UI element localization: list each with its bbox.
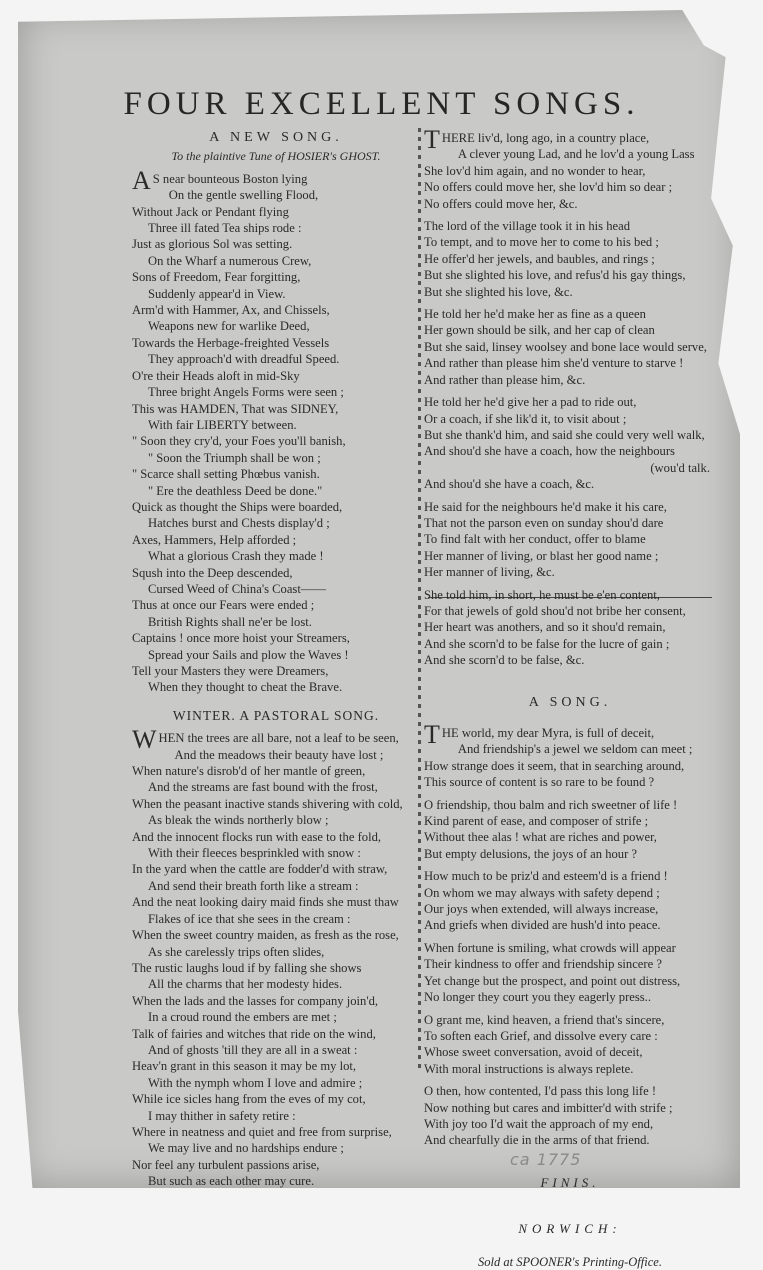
verse-line: " Scarce shall setting Phœbus vanish.	[132, 467, 320, 482]
imprint: Sold at SPOONER's Printing-Office.	[478, 1254, 662, 1269]
verse-line: Without Jack or Pendant flying	[132, 204, 289, 219]
verse-line: Tell your Masters they were Dreamers,	[132, 664, 329, 678]
verse-line: For that jewels of gold shou'd not bribe her consent,	[424, 603, 686, 618]
verse-line: A clever young Lad, and he lov'd a young Lass	[457, 147, 695, 162]
verse-line: And she scorn'd to be false, &c.	[424, 653, 585, 668]
verse-line: Kind parent of ease, and composer of strife ;	[424, 814, 649, 829]
verse-line: Or a coach, if she lik'd it, to visit about ;	[424, 411, 627, 426]
verse-line: But she slighted his love, and refus'd his gay things,	[424, 268, 686, 283]
verse-line: Cursed Weed of China's Coast——	[148, 581, 327, 596]
song1-heading: A NEW SONG.	[209, 130, 343, 145]
song4-body	[424, 720, 716, 1149]
verse-line: Suddenly appear'd in View.	[148, 286, 286, 301]
song4-heading: A SONG.	[528, 694, 612, 710]
verse-line: When fortune is smiling, what crowds will appear	[424, 940, 676, 955]
verse-line: The lord of the village took it in his head	[424, 219, 631, 234]
verse-line: We may live and no hardships endure ;	[148, 1141, 344, 1156]
verse-line: Three ill fated Tea ships rode :	[148, 221, 302, 236]
verse-line: HE world, my dear Myra, is full of deceit,	[441, 726, 655, 740]
verse-line: With moral instructions is always replete.	[424, 1061, 634, 1076]
verse-line: When they thought to cheat the Brave.	[148, 680, 343, 695]
verse-line: And shou'd she have a coach, &c.	[424, 477, 595, 492]
verse-line: HEN the trees are all bare, not a leaf to be seen,	[158, 731, 399, 746]
verse-line: As she carelessly trips often slides,	[148, 944, 325, 959]
verse-line: Axes, Hammers, Help afforded ;	[132, 532, 297, 547]
verse-line: He offer'd her jewels, and baubles, and rings ;	[424, 251, 655, 266]
verse-line: And the innocent flocks run with ease to the fold,	[132, 829, 382, 844]
verse-line: With joy too I'd wait the approach of my end,	[424, 1116, 654, 1131]
verse-line: On the Wharf a numerous Crew,	[148, 253, 312, 268]
song4-dropcap: T	[424, 720, 440, 749]
pencil-note: ca 1775	[510, 1150, 582, 1169]
verse-line: While ice sicles hang from the eves of my cot,	[132, 1092, 366, 1107]
verse-line: He said for the neighbours he'd make it his care,	[424, 499, 667, 514]
verse-line: What a glorious Crash they made !	[148, 549, 324, 564]
finis: FINIS.	[540, 1174, 600, 1190]
verse-line: Just as glorious Sol was setting.	[132, 237, 293, 252]
verse-line: Spread your Sails and plow the Waves !	[148, 647, 349, 662]
verse-line: Sqush into the Deep descended,	[132, 565, 293, 580]
verse-line: I may thither in safety retire :	[148, 1108, 296, 1123]
verse-line: He told her he'd give her a pad to ride out,	[424, 395, 637, 410]
verse-line: When nature's disrob'd of her mantle of green,	[132, 764, 366, 779]
verse-line: Their kindness to offer and friendship sincere ?	[424, 957, 662, 972]
verse-line: O're their Heads aloft in mid-Sky	[132, 368, 300, 383]
city: NORWICH:	[518, 1221, 622, 1237]
song2-heading: WINTER. A PASTORAL SONG.	[172, 707, 380, 723]
verse-line: And she scorn'd to be false for the lucre of gain ;	[424, 636, 670, 651]
verse-line: O friendship, thou balm and rich sweetner of life !	[424, 797, 678, 812]
verse-line: With the nymph whom I love and admire ;	[148, 1075, 363, 1090]
verse-line: This was HAMDEN, That was SIDNEY,	[132, 401, 339, 416]
verse-line: No offers could move her, she lov'd him so dear ;	[424, 180, 673, 195]
verse-line: Her manner of living, &c.	[424, 565, 555, 580]
verse-line: But empty delusions, the joys of an hour ?	[424, 846, 638, 861]
verse-line: As bleak the winds northerly blow ;	[148, 813, 329, 828]
verse-line: But such as each other may cure.	[148, 1174, 315, 1189]
verse-line: Hatches burst and Chests display'd ;	[148, 516, 330, 531]
song1-dropcap: A	[132, 165, 151, 195]
verse-line: And the meadows their beauty have lost ;	[174, 747, 384, 762]
right-column	[424, 125, 716, 1270]
verse-line: Captains ! once more hoist your Streamers,	[132, 631, 350, 646]
verse-line: Yet change but the prospect, and point out distress,	[424, 973, 681, 988]
verse-line: They approach'd with dreadful Speed.	[148, 352, 340, 367]
song2-body	[132, 725, 420, 1189]
verse-line: Three bright Angels Forms were seen ;	[148, 385, 344, 400]
verse-line: She told him, in short, he must be e'en content,	[424, 587, 660, 602]
song1-tune: To the plaintive Tune of HOSIER's GHOST.	[171, 149, 381, 164]
verse-line: When the sweet country maiden, as fresh as the rose,	[132, 928, 399, 943]
verse-line: S near bounteous Boston lying	[152, 171, 308, 186]
verse-line: Her gown should be silk, and her cap of clean	[424, 323, 655, 338]
verse-line: (wou'd talk.	[650, 460, 710, 475]
verse-line: Now nothing but cares and imbitter'd with strife ;	[424, 1100, 673, 1115]
verse-line: And of ghosts 'till they are all in a sweat :	[148, 1042, 358, 1057]
verse-line: " Ere the deathless Deed be done."	[148, 483, 323, 498]
verse-line: And the neat looking dairy maid finds she must thaw	[132, 895, 399, 910]
verse-line: To tempt, and to move her to come to his bed ;	[424, 235, 659, 250]
verse-line: And rather than please him she'd venture to starve !	[424, 356, 684, 371]
verse-line: With their fleeces besprinkled with snow :	[148, 846, 361, 861]
left-column	[132, 130, 420, 1190]
verse-line: All the charms that her modesty hides.	[148, 977, 343, 992]
verse-line: Whose sweet conversation, avoid of deceit,	[424, 1045, 643, 1060]
page-title: FOUR EXCELLENT SONGS.	[123, 86, 640, 122]
verse-line: Her manner of living, or blast her good name ;	[424, 548, 659, 563]
verse-line: And friendship's a jewel we seldom can meet ;	[457, 742, 693, 757]
verse-line: Talk of fairies and witches that ride on the wind,	[132, 1026, 376, 1041]
verse-line: This source of content is so rare to be found ?	[424, 775, 655, 790]
verse-line: On whom we may always with safety depend ;	[424, 885, 660, 900]
verse-line: Heav'n grant in this season it may be my lot,	[132, 1059, 357, 1074]
verse-line: Her heart was anothers, and so it shou'd remain,	[424, 620, 666, 635]
song1-body	[132, 165, 420, 696]
verse-line: No longer they court you they eagerly press..	[424, 990, 651, 1005]
verse-line: HERE liv'd, long ago, in a country place,	[441, 131, 650, 145]
verse-line: Weapons new for warlike Deed,	[148, 319, 310, 334]
verse-line: When the lads and the lasses for company join'd,	[132, 993, 379, 1008]
verse-line: Arm'd with Hammer, Ax, and Chissels,	[132, 303, 330, 318]
verse-line: Sons of Freedom, Fear forgitting,	[132, 270, 301, 285]
verse-line: He told her he'd make her as fine as a queen	[424, 307, 646, 322]
verse-line: O then, how contented, I'd pass this long life !	[424, 1084, 657, 1099]
verse-line: British Rights shall ne'er be lost.	[148, 614, 312, 629]
verse-line: In a croud round the embers are met ;	[148, 1010, 337, 1025]
verse-line: Thus at once our Fears were ended ;	[132, 598, 315, 613]
verse-line: Flakes of ice that she sees in the cream :	[148, 911, 351, 926]
verse-line: Without thee alas ! what are riches and power,	[424, 830, 657, 845]
verse-line: O grant me, kind heaven, a friend that's sincere,	[424, 1012, 665, 1027]
verse-line: Nor feel any turbulent passions arise,	[132, 1157, 320, 1172]
verse-line: And shou'd she have a coach, how the neighbours	[424, 444, 675, 459]
verse-line: With fair LIBERTY between.	[148, 417, 297, 432]
verse-line: Towards the Herbage-freighted Vessels	[132, 335, 330, 350]
verse-line: No offers could move her, &c.	[424, 196, 578, 211]
song3-dropcap: T	[424, 125, 440, 154]
song3-body	[424, 125, 716, 669]
verse-line: " Soon they cry'd, your Foes you'll banish,	[132, 434, 346, 449]
verse-line: But she thank'd him, and said she could very well walk,	[424, 427, 705, 442]
song2-dropcap: W	[132, 725, 157, 755]
verse-line: She lov'd him again, and no wonder to hear,	[424, 163, 646, 178]
verse-line: And send their breath forth like a stream :	[148, 878, 359, 893]
verse-line: And chearfully die in the arms of that friend.	[424, 1133, 650, 1148]
verse-line: To soften each Grief, and dissolve every care :	[424, 1028, 658, 1043]
verse-line: On the gentle swelling Flood,	[168, 188, 319, 203]
verse-line: But she slighted his love, &c.	[424, 284, 573, 299]
verse-line: To find falt with her conduct, offer to blame	[424, 532, 646, 547]
verse-line: Quick as thought the Ships were boarded,	[132, 499, 343, 514]
verse-line: And rather than please him, &c.	[424, 372, 586, 387]
verse-line: That not the parson even on sunday shou'd dare	[424, 515, 664, 530]
verse-line: And griefs when divided are hush'd into peace.	[424, 918, 661, 933]
verse-line: How much to be priz'd and esteem'd is a friend !	[424, 869, 668, 884]
verse-line: But she said, linsey woolsey and bone lace would serve,	[424, 339, 707, 354]
verse-line: When the peasant inactive stands shivering with cold,	[132, 796, 403, 811]
verse-line: Where in neatness and quiet and free from surprise,	[132, 1124, 392, 1139]
verse-line: How strange does it seem, that in searching around,	[424, 758, 685, 773]
verse-line: And the streams are fast bound with the frost,	[148, 780, 378, 795]
verse-line: In the yard when the cattle are fodder'd with straw,	[132, 862, 388, 877]
verse-line: Our joys when extended, will always increase,	[424, 902, 659, 917]
verse-line: The rustic laughs loud if by falling she shows	[132, 960, 362, 975]
verse-line: " Soon the Triumph shall be won ;	[148, 450, 321, 465]
